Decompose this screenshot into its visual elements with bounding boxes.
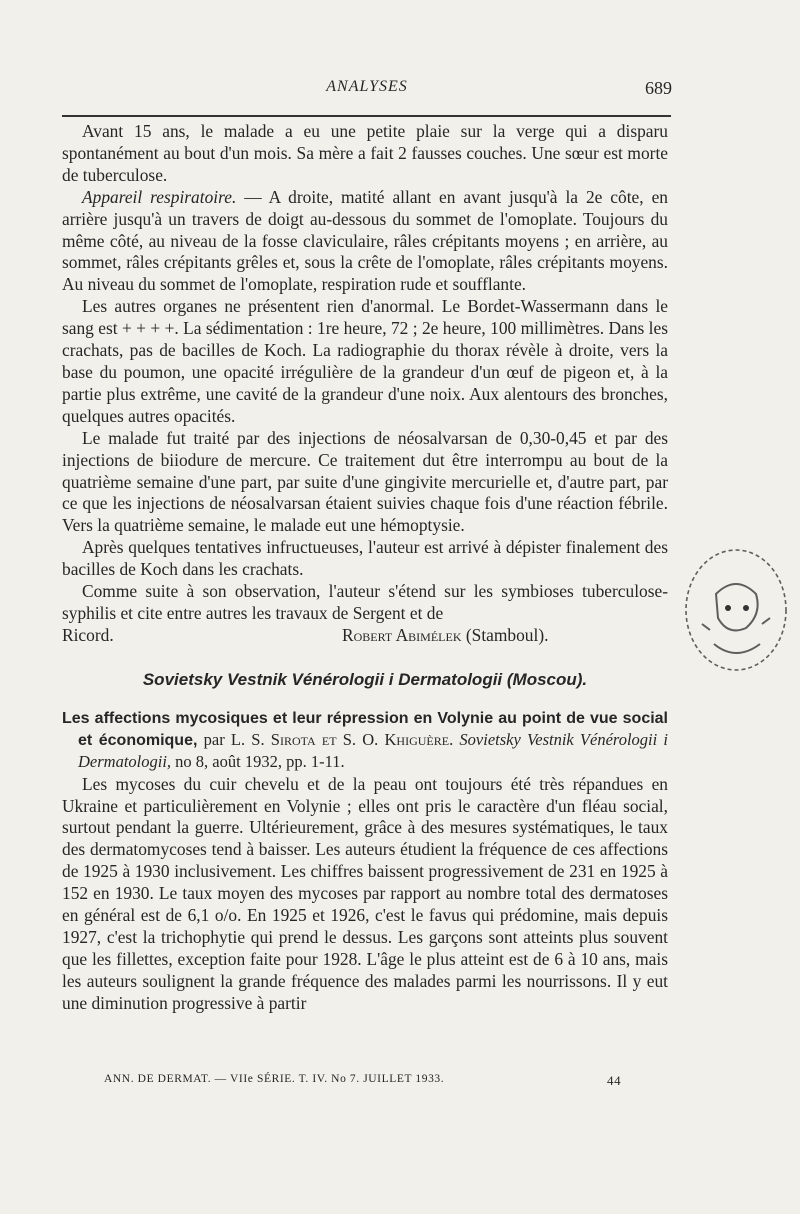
signature-place: (Stamboul).: [465, 624, 549, 645]
header-rule: [62, 115, 671, 117]
citation-journal: Sovietsky Vestnik Vénérologii i Dermatologii,: [78, 729, 668, 771]
section-lead: Appareil respiratoire.: [82, 186, 237, 207]
article-citation: [62, 707, 668, 772]
journal-heading: Sovietsky Vestnik Vénérologii i Dermatologii (Moscou).: [142, 669, 588, 689]
review-signature: [342, 625, 548, 647]
page-body: [62, 121, 668, 1015]
running-title: ANALYSES: [326, 78, 408, 95]
paragraph: [62, 187, 668, 297]
paragraph: Comme suite à son observation, l'auteur s'étend sur les symbioses tuberculose-syphilis et cite entre autres les travaux de Sergent et de: [62, 581, 668, 623]
stamp-graphic: [676, 524, 796, 696]
signature-line: [62, 625, 668, 647]
paragraph: Avant 15 ans, le malade a eu une petite plaie sur la verge qui a disparu spontanément au bout d'un mois. Sa mère a fait 2 fausses couches. Une sœur est morte de tuberculose.: [62, 121, 668, 185]
paragraph: Après quelques tentatives infructueuses, l'auteur est arrivé à dépister finalement des bacilles de Koch dans les crachats.: [62, 537, 668, 580]
library-stamp: [676, 524, 796, 696]
article-authors: L. S. Sirota et S. O. Khiguère.: [230, 729, 454, 749]
page-header: [62, 78, 672, 100]
article-title: Les affections mycosiques et leur répression en Volynie au point de vue social et économique,: [62, 709, 668, 749]
citation-by: par: [197, 729, 231, 749]
footer-citation: ANN. DE DERMAT. — VIIe SÉRIE. T. IV. No 7. JUILLET 1933.: [104, 1073, 445, 1085]
paragraph: Le malade fut traité par des injections de néosalvarsan de 0,30-0,45 et par des injections de biiodure de mercure. Ce traitement dut être interrompu au bout de la quatrième semaine d'une part, par suite d'une gingivite mercurielle et, d'autre part, par ce que les injections de néosalvarsan étaient suivies chaque fois d'une réaction fébrile. Vers la quatrième semaine, le malade eut une hémoptysie.: [62, 427, 668, 536]
paragraph-text: — A droite, matité allant en avant jusqu'à la 2e côte, en arrière jusqu'à un travers de doigt au-dessous du sommet de l'omoplate. Toujours du même côté, au niveau de la fosse claviculaire, râles crépitants moyens ; en arrière, au sommet, râles crépitants grêles et, sous la crête de l'omoplate, râles crépitants moyens. Au niveau du sommet de l'omoplate, respiration rude et soufflante.: [62, 186, 668, 295]
citation-details: no 8, août 1932, pp. 1-11.: [171, 751, 345, 771]
article-body: Les mycoses du cuir chevelu et de la peau ont toujours été très répandues en Ukraine et particulièrement en Volynie ; elles ont pris le caractère d'un fléau social, surtout pendant la guerre. Ultérieurement, grâce à des mesures systématiques, le taux des dermatomycoses tend à baisser. Les auteurs étudient la fréquence de ces affections de 1925 à 1930 inclusivement. Les chiffres baissent progressivement de 231 en 1925 à 152 en 1930. Le taux moyen des mycoses par rapport au nombre total des dermatoses en général est de 6,1 o/o. En 1925 et 1926, c'est le favus qui prédomine, mais depuis 1927, c'est la trichophytie qui prend le dessus. Les garçons sont atteints plus souvent que les fillettes, exception faite pour 1928. L'âge le plus atteint est de 6 à 10 ans, mais les auteurs soulignent la grande fréquence des malades parmi les nourrissons. Il y eut une diminution progressive à partir: [62, 773, 668, 1013]
paragraph: Les autres organes ne présentent rien d'anormal. Le Bordet-Wassermann dans le sang est + + + +. La sédimentation : 1re heure, 72 ; 2e heure, 100 millimètres. Dans les crachats, pas de bacilles de Koch. La radiographie du thorax révèle à droite, vers la base du poumon, une opacité irrégulière de la grandeur d'un œuf de pigeon et, à la partie plus extrême, une cavité de la grandeur d'une noix. Aux alentours des bronches, quelques autres opacités.: [62, 296, 668, 426]
footer-sheet-number: 44: [607, 1073, 622, 1088]
signature-author: Robert Abimélek: [342, 624, 462, 645]
page-number: 689: [645, 78, 672, 98]
paragraph-end: Ricord.: [62, 624, 114, 645]
page-footer: [104, 1073, 624, 1088]
